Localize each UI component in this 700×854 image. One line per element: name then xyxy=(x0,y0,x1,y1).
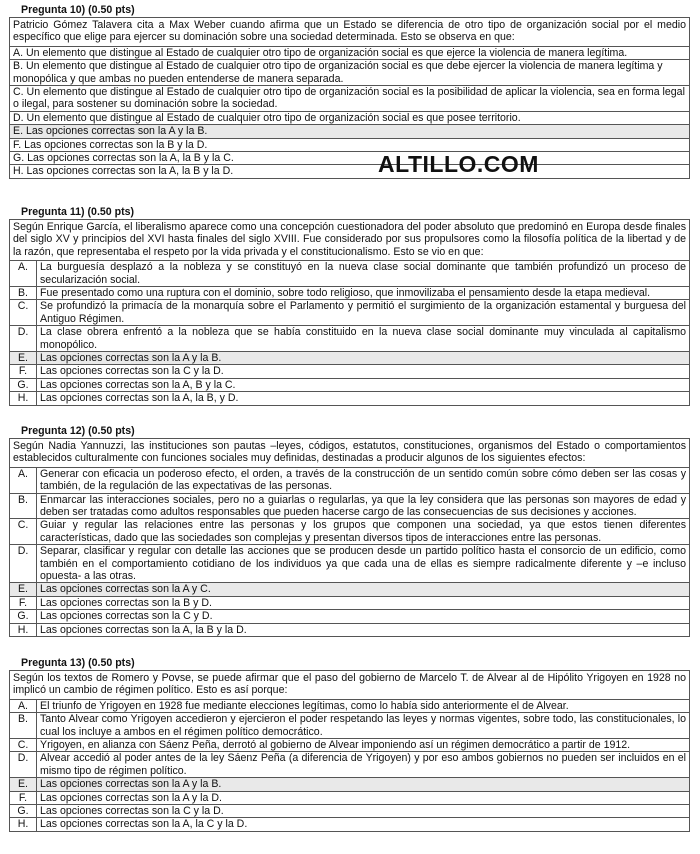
option-letter: B. xyxy=(10,493,37,519)
option-letter: E. xyxy=(10,352,37,365)
option-a[interactable] xyxy=(10,468,690,493)
option-d[interactable]: D. Un elemento que distingue al Estado de cualquier otro tipo de organización social es que posee territorio. xyxy=(9,112,690,125)
option-b[interactable] xyxy=(10,713,690,739)
option-letter: D. xyxy=(10,326,37,352)
option-e[interactable] xyxy=(10,583,690,596)
question-stem: Según Enrique García, el liberalismo aparece como una concepción cuestionadora del poder absoluto que predominó en Europa desde finales del siglo XV y principios del XVI hasta finales del siglo XVIII. Fue considerado por sus propulsores como la filosofía política de la libertad y de la razón, que representaba el respeto por la vida privada y el constitucionalismo. Esto se vio en que: xyxy=(9,219,690,261)
option-text: Las opciones correctas son la A y la B. xyxy=(37,778,690,791)
option-text: Las opciones correctas son la A y C. xyxy=(37,583,690,596)
option-g[interactable] xyxy=(10,805,690,818)
option-letter: H. xyxy=(10,818,37,831)
option-b[interactable] xyxy=(10,287,690,300)
option-f[interactable] xyxy=(10,365,690,378)
option-letter: F. xyxy=(10,791,37,804)
question-title: Pregunta 10) (0.50 pts) xyxy=(21,4,135,16)
option-a[interactable] xyxy=(10,700,690,713)
options-table xyxy=(9,700,690,832)
option-text: Tanto Alvear como Yrigoyen accedieron y ejercieron el poder respetando las leyes y normas vigentes, sobre todo, las constitucionales, lo cual los incluye a ambos en el régimen político democrático. xyxy=(37,713,690,739)
option-text: Las opciones correctas son la A y la D. xyxy=(37,791,690,804)
option-letter: C. xyxy=(10,519,37,545)
question-stem: Patricio Gómez Talavera cita a Max Weber cuando afirma que un Estado se diferencia de otro tipo de organización social por el medio específico que elige para ejercer su dominación sobre una sociedad determinada. Esto se observa en que: xyxy=(9,17,690,47)
option-h[interactable] xyxy=(10,818,690,831)
option-letter: G. xyxy=(10,378,37,391)
watermark-logo: ALTILLO.COM xyxy=(378,151,539,177)
option-text: El triunfo de Yrigoyen en 1928 fue mediante elecciones legítimas, como lo había sido anteriormente el de Alvear. xyxy=(37,700,690,713)
option-text: Se profundizó la primacía de la monarquía sobre el Parlamento y permitió el surgimiento de la organización estamental y burguesa del Antiguo Régimen. xyxy=(37,300,690,326)
option-text: Las opciones correctas son la B y D. xyxy=(37,596,690,609)
option-letter: B. xyxy=(10,713,37,739)
option-text: Las opciones correctas son la A, B y la C. xyxy=(37,378,690,391)
option-letter: H. xyxy=(10,392,37,405)
option-h[interactable]: H. Las opciones correctas son la A, la B y la D. xyxy=(9,165,690,178)
option-letter: E. xyxy=(10,583,37,596)
question-11 xyxy=(9,206,690,406)
option-e[interactable]: E. Las opciones correctas son la A y la B. xyxy=(9,125,690,138)
option-g[interactable] xyxy=(10,378,690,391)
option-c[interactable] xyxy=(10,739,690,752)
option-text: Las opciones correctas son la A, la B, y D. xyxy=(37,392,690,405)
option-letter: F. xyxy=(10,365,37,378)
option-d[interactable] xyxy=(10,752,690,778)
option-text: Separar, clasificar y regular con detalle las acciones que se producen desde un partido político hasta el consorcio de un edificio, como también en el comportamiento cotidiano de los individuos ya que cada una de ellas es siempre radicalmente diferente y –e incluso opuesta- a las otras. xyxy=(37,545,690,583)
option-b[interactable] xyxy=(10,493,690,519)
option-text: La burguesía desplazó a la nobleza y se constituyó en la nueva clase social dominante que también profundizó un proceso de secularización social. xyxy=(37,261,690,286)
option-letter: E. xyxy=(10,778,37,791)
option-letter: G. xyxy=(10,805,37,818)
question-stem: Según los textos de Romero y Povse, se puede afirmar que el paso del gobierno de Marcelo T. de Alvear al de Hipólito Yrigoyen en 1928 no implicó un cambio de régimen político. Esto es así porque: xyxy=(9,670,690,700)
option-text: Las opciones correctas son la C y D. xyxy=(37,610,690,623)
option-text: Yrigoyen, en alianza con Sáenz Peña, derrotó al gobierno de Alvear imponiendo así un régimen democrático a partir de 1912. xyxy=(37,739,690,752)
option-a[interactable]: A. Un elemento que distingue al Estado de cualquier otro tipo de organización social es que ejerce la violencia de manera legítima. xyxy=(9,47,690,60)
option-letter: D. xyxy=(10,752,37,778)
option-text: Las opciones correctas son la C y la D. xyxy=(37,805,690,818)
option-letter: B. xyxy=(10,287,37,300)
option-c[interactable]: C. Un elemento que distingue al Estado de cualquier otro tipo de organización social es la posibilidad de aplicar la violencia, sea en forma legal o ilegal, para sostener su dominación sobre la sociedad. xyxy=(9,86,690,112)
option-c[interactable] xyxy=(10,519,690,545)
option-letter: C. xyxy=(10,739,37,752)
option-letter: A. xyxy=(10,468,37,493)
option-d[interactable] xyxy=(10,326,690,352)
option-c[interactable] xyxy=(10,300,690,326)
options-table xyxy=(9,468,690,637)
question-title: Pregunta 11) (0.50 pts) xyxy=(21,206,135,218)
option-f[interactable]: F. Las opciones correctas son la B y la D. xyxy=(9,139,690,152)
option-text: Generar con eficacia un poderoso efecto, el orden, a través de la construcción de un sentido común sobre cómo deben ser las cosas y también, de la regulación de las expectativas de las personas. xyxy=(37,468,690,493)
option-text: Las opciones correctas son la A, la B y la D. xyxy=(37,623,690,636)
option-f[interactable] xyxy=(10,596,690,609)
question-title: Pregunta 12) (0.50 pts) xyxy=(21,425,135,437)
option-text: Guiar y regular las relaciones entre las personas y los grupos que componen una sociedad, ya que estos tienen diferentes características, dado que las sociedades son complejas y presentan diversos tipos de interacciones entre las personas. xyxy=(37,519,690,545)
option-h[interactable] xyxy=(10,623,690,636)
question-stem: Según Nadia Yannuzzi, las instituciones son pautas –leyes, códigos, estatutos, constituciones, organismos del Estado o comportamientos establecidos culturalmente con funciones sociales muy definidas, destinadas a producir algunos de los siguientes efectos: xyxy=(9,438,690,468)
option-g[interactable]: G. Las opciones correctas son la A, la B y la C. xyxy=(9,152,690,165)
option-text: Las opciones correctas son la A, la C y la D. xyxy=(37,818,690,831)
option-text: Enmarcar las interacciones sociales, pero no a guiarlas o regularlas, ya que la ley considera que las personas son mayores de edad y deben ser tratadas como adultos responsables que pueden hacerse cargo de las consecuencias de sus decisiones y acciones. xyxy=(37,493,690,519)
option-text: Las opciones correctas son la A y la B. xyxy=(37,352,690,365)
option-e[interactable] xyxy=(10,352,690,365)
option-a[interactable] xyxy=(10,261,690,286)
option-h[interactable] xyxy=(10,392,690,405)
option-b[interactable]: B. Un elemento que distingue al Estado de cualquier otro tipo de organización social es que debe ejercer la violencia de manera legítima y monopólica y que ambas no pueden entenderse de manera separada. xyxy=(9,60,690,86)
question-title: Pregunta 13) (0.50 pts) xyxy=(21,657,135,669)
option-f[interactable] xyxy=(10,791,690,804)
option-text: La clase obrera enfrentó a la nobleza que se había constituido en la nueva clase social dominante muy vinculada al capitalismo monopólico. xyxy=(37,326,690,352)
option-text: Fue presentado como una ruptura con el dominio, sobre todo religioso, que inmovilizaba el pensamiento desde la etapa medieval. xyxy=(37,287,690,300)
option-letter: A. xyxy=(10,261,37,286)
options-table xyxy=(9,261,690,405)
option-text: Alvear accedió al poder antes de la ley Sáenz Peña (a diferencia de Yrigoyen) y por eso ambos gobiernos no pueden ser incluidos en el mismo tipo de régimen político. xyxy=(37,752,690,778)
option-letter: F. xyxy=(10,596,37,609)
option-e[interactable] xyxy=(10,778,690,791)
option-letter: A. xyxy=(10,700,37,713)
option-letter: C. xyxy=(10,300,37,326)
option-letter: H. xyxy=(10,623,37,636)
question-13 xyxy=(9,657,690,832)
question-12 xyxy=(9,425,690,637)
option-text: Las opciones correctas son la C y la D. xyxy=(37,365,690,378)
option-letter: G. xyxy=(10,610,37,623)
option-g[interactable] xyxy=(10,610,690,623)
option-d[interactable] xyxy=(10,545,690,583)
question-10 xyxy=(9,4,690,179)
option-letter: D. xyxy=(10,545,37,583)
